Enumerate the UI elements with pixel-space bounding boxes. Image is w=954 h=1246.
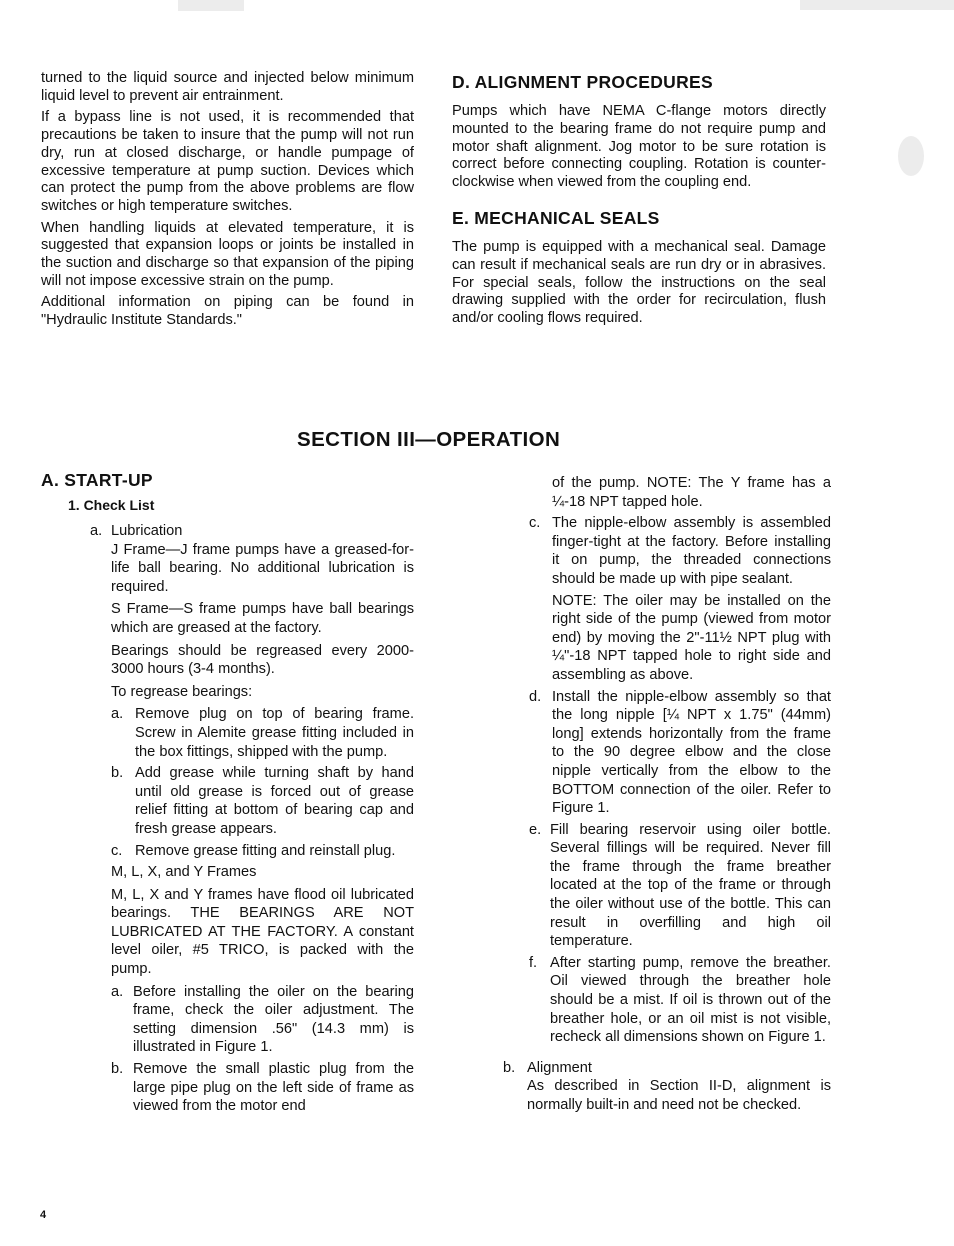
- list-item: [111, 764, 414, 838]
- list-item: [111, 983, 414, 1057]
- step-text: The nipple-elbow assembly is assembled finger-tight at the factory. Before installing it on pump, the threaded connections should be made up with pipe sealant.: [552, 515, 831, 587]
- list-item: [529, 688, 831, 818]
- to-regrease-text: To regrease bearings:: [111, 683, 253, 700]
- heading-alignment-procedures: D. ALIGNMENT PROCEDURES: [452, 72, 713, 92]
- paragraph-alignment-procedures: Pumps which have NEMA C-flange motors directly mounted to the bearing frame do not require pump and motor shaft alignment. Jog motor to be sure rotation is correct before connecting coupling. Rotation is counter-clockwise when viewed from the coupling end.: [452, 103, 826, 191]
- step-text: After starting pump, remove the breather. Oil viewed through the breather hole should be a mist. If oil is thrown out of the breather hole, or an oil mist is not visible, recheck all dimensions shown on Figure 1.: [550, 954, 831, 1046]
- step-marker: b.: [111, 765, 124, 782]
- list-item: [529, 954, 831, 1047]
- step-text: Remove the small plastic plug from the large pipe plug on the left side of frame as viewed from the motor end: [133, 1061, 414, 1115]
- paragraph-elevated-temperature: When handling liquids at elevated temperature, it is suggested that expansion loops or joints be installed in the suction and discharge so that expansion of the piping will not impose excessive strain on the pump.: [41, 219, 414, 289]
- list-item: [111, 705, 414, 761]
- alignment-label: Alignment: [527, 1059, 592, 1076]
- mlxy-frames-label: M, L, X, and Y Frames: [111, 864, 257, 881]
- step-text: Remove plug on top of bearing frame. Screw in Alemite grease fitting included in the box fittings, shipped with the pump.: [135, 706, 414, 760]
- s-frame-text: S Frame—S frame pumps have ball bearings which are greased at the factory.: [111, 601, 414, 636]
- startup-right-column: [503, 474, 831, 1115]
- scan-artifact-top-right: [800, 0, 954, 10]
- top-right-column: [452, 72, 826, 332]
- step-text: Fill bearing reservoir using oiler bottle. Several fillings will be required. Never fill the frame through the frame breather located at the top of the frame or through the oiler without use of the bottle. This can result in overfilling and high oil temperature.: [550, 821, 831, 950]
- oiler-steps-list: [111, 983, 414, 1116]
- lubrication-marker: a.: [90, 523, 103, 539]
- step-text: Remove grease fitting and reinstall plug.: [135, 842, 396, 859]
- paragraph-mechanical-seals: The pump is equipped with a mechanical seal. Damage can result if mechanical seals are run dry or in abrasives. For special seals, follow the instructions on the seal drawing supplied with the order for recirculation, flush and/or cooling flows required.: [452, 238, 826, 327]
- lubrication-label-row: [90, 522, 414, 541]
- scan-artifact-right: [898, 136, 924, 176]
- step-marker: b.: [111, 1061, 124, 1078]
- step-marker: c.: [111, 842, 123, 859]
- heading-start-up: A. START-UP: [41, 470, 153, 490]
- list-item: [529, 514, 831, 588]
- lubrication-block: [111, 541, 414, 1116]
- paragraph-bypass: If a bypass line is not used, it is recommended that precautions be taken to insure that the pump will not run dry, run at closed discharge, or handle pumpage of excessive temperature at pump suction. Devices which can protect the pump from the above problems are flow switches or high temperature switches.: [41, 109, 414, 215]
- step-marker: f.: [529, 954, 538, 971]
- list-item: [529, 821, 831, 951]
- scan-artifact-top: [178, 0, 244, 11]
- step-marker: d.: [529, 688, 542, 705]
- startup-left-column: [41, 470, 414, 1116]
- alignment-marker: b.: [503, 1059, 516, 1076]
- regrease-steps-list: [111, 705, 414, 860]
- regrease-interval-text: Bearings should be regreased every 2000-3000 hours (3-4 months).: [111, 642, 414, 678]
- step-text: Add grease while turning shaft by hand until old grease is forced out of grease relief fitting at bottom of bearing cap and fresh grease appears.: [135, 765, 414, 837]
- j-frame-text: J Frame—J frame pumps have a greased-for-life ball bearing. No additional lubrication is required.: [111, 541, 414, 595]
- alignment-label-row: [503, 1059, 831, 1078]
- page-number: 4: [40, 1209, 47, 1221]
- section-title: SECTION III—OPERATION: [297, 428, 561, 451]
- step-text: Install the nipple-elbow assembly so that the long nipple [¼ NPT x 1.75" (44mm) long] extends horizontally from the frame to the 90 degree elbow and the close nipple vertically from the elbow to the BOTTOM connection of the oiler. Refer to Figure 1.: [552, 688, 831, 817]
- list-item: [111, 842, 414, 861]
- continuation-text: of the pump. NOTE: The Y frame has a ¼-18 NPT tapped hole.: [552, 475, 831, 510]
- top-left-column: [41, 70, 414, 334]
- step-c-note: NOTE: The oiler may be installed on the right side of the pump (viewed from motor end) by moving the 2"-11½ NPT plug with ¼"-18 NPT tapped hole to right side and assembling as above.: [552, 592, 831, 683]
- paragraph-intake: turned to the liquid source and injected below minimum liquid level to prevent air entrainment.: [41, 70, 414, 104]
- heading-mechanical-seals: E. MECHANICAL SEALS: [452, 207, 660, 228]
- step-marker: e.: [529, 821, 542, 838]
- lubrication-label: Lubrication: [111, 523, 183, 539]
- mlxy-frames-text: M, L, X and Y frames have flood oil lubricated bearings. THE BEARINGS ARE NOT LUBRICATED AT THE FACTORY. A constant level oiler, #5 TRICO, is packed with the pump.: [111, 886, 414, 978]
- step-text: Before installing the oiler on the bearing frame, check the oiler adjustment. The setting dimension .56" (14.3 mm) is illustrated in Figure 1.: [133, 983, 414, 1056]
- step-marker: a.: [111, 983, 124, 1000]
- paragraph-additional-info: Additional information on piping can be found in "Hydraulic Institute Standards.": [41, 294, 414, 329]
- check-list-heading: 1. Check List: [68, 497, 155, 513]
- step-marker: c.: [529, 515, 541, 532]
- list-item: [111, 1060, 414, 1116]
- step-marker: a.: [111, 706, 124, 723]
- alignment-text: As described in Section II-D, alignment is normally built-in and need not be checked.: [527, 1078, 831, 1113]
